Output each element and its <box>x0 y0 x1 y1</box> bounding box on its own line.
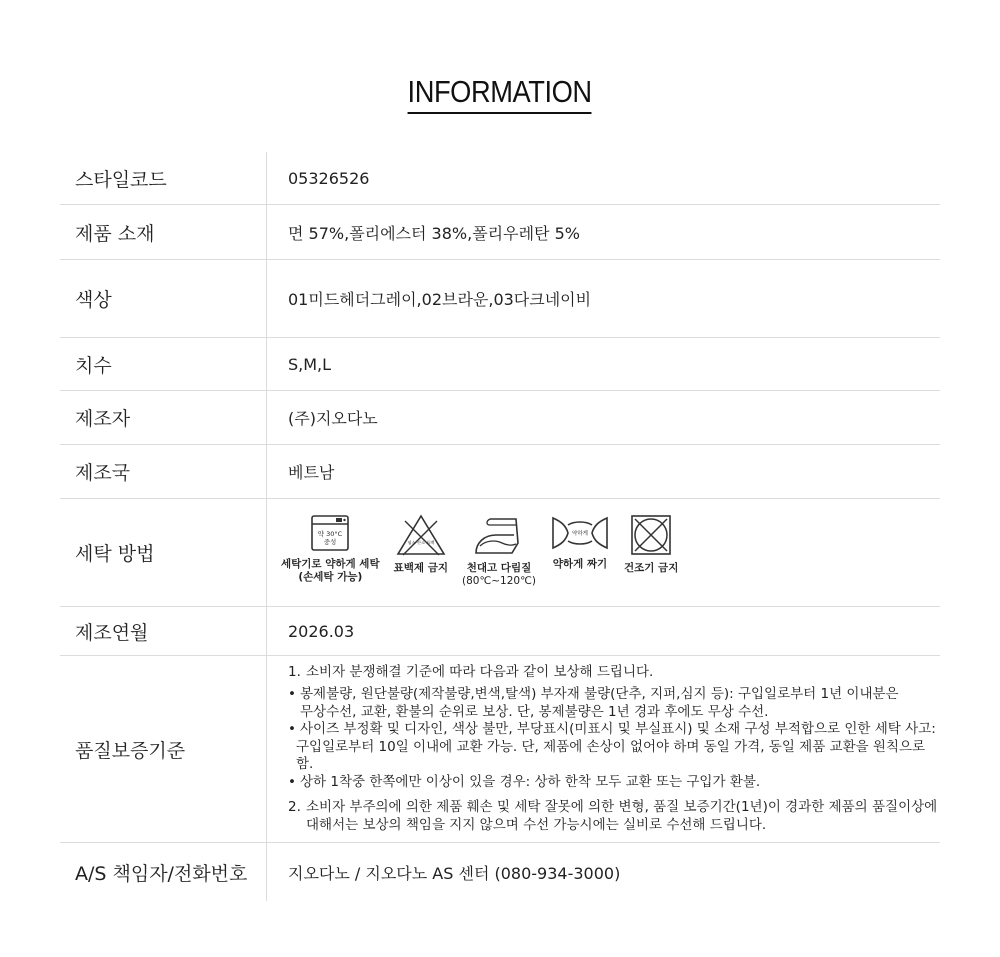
row-value: S,M,L <box>288 354 332 374</box>
quality-bullet <box>288 774 760 792</box>
row-label: 제조자 <box>60 391 267 444</box>
care-caption <box>553 558 607 571</box>
quality-item-number: 1. <box>288 663 301 680</box>
row-manufacture-date <box>60 607 940 656</box>
care-icons <box>267 499 940 606</box>
row-value: 01미드헤더그레이,02브라운,03다크네이비 <box>288 290 592 309</box>
row-color <box>60 260 940 338</box>
row-value: 베트남 <box>288 463 335 482</box>
quality-item-number: 2. <box>288 799 301 816</box>
page-title: INFORMATION <box>408 74 592 114</box>
care-item-bleach <box>394 513 448 575</box>
row-label: A/S 책임자/전화번호 <box>60 843 267 901</box>
care-caption-line: 천대고 다림질 <box>466 562 532 574</box>
row-material <box>60 205 940 260</box>
row-country <box>60 445 940 499</box>
hand-wash-icon <box>310 513 350 553</box>
quality-bullet-cont: 구입일로부터 10일 이내에 교환 가능. 단, 제품에 손상이 없어야 하며 동일 가격, 동일 제품 교환을 원칙으로 함. <box>296 738 926 773</box>
care-item-iron <box>462 513 536 588</box>
quality-text <box>267 656 940 842</box>
quality-bullet-text: 상하 1착중 한쪽에만 이상이 있을 경우: 상하 한착 모두 교환 또는 구입가 환불. <box>300 773 761 790</box>
row-value: 면 57%,폴리에스터 38%,폴리우레탄 5% <box>288 223 580 243</box>
bullet-mark: • <box>288 686 296 703</box>
row-label: 스타일코드 <box>60 152 267 204</box>
row-label: 제조국 <box>60 445 267 498</box>
bullet-mark: • <box>288 773 296 790</box>
quality-item-text: 소비자 부주의에 의한 제품 훼손 및 세탁 잘못에 의한 변형, 품질 보증기간(1년)이 경과한 제품의 품질이상에 <box>306 799 938 816</box>
row-as-contact <box>60 843 940 901</box>
wring-inner-text: 약하게 <box>571 531 588 537</box>
care-caption-line: 건조기 금지 <box>623 562 679 574</box>
iron-icon <box>472 513 526 557</box>
row-quality <box>60 656 940 843</box>
row-value: 지오다노 / 지오다노 AS 센터 (080-934-3000) <box>288 863 621 883</box>
info-table <box>60 152 940 901</box>
quality-bullet <box>288 721 936 739</box>
row-label: 제품 소재 <box>60 205 267 259</box>
quality-item-cont: 대해서는 보상의 책임을 지지 않으며 수선 가능시에는 실비로 수선해 드립니다. <box>306 816 767 833</box>
row-size <box>60 338 940 391</box>
bullet-mark: • <box>288 721 296 738</box>
row-label: 품질보증기준 <box>60 656 267 842</box>
no-tumble-dry-icon <box>629 513 673 557</box>
row-manufacturer <box>60 391 940 445</box>
quality-bullet-text: 사이즈 부정확 및 디자인, 색상 불만, 부당표시(미표시 및 부실표시) 및 소재 구성 부적합으로 인한 세탁 사고: <box>300 721 936 738</box>
row-value: 2026.03 <box>288 621 355 641</box>
row-label: 치수 <box>60 338 267 390</box>
wash-temp-text: 약 30°C <box>318 530 343 538</box>
quality-item <box>288 799 937 817</box>
care-caption <box>281 558 380 584</box>
quality-item-text: 소비자 분쟁해결 기준에 따라 다음과 같이 보상해 드립니다. <box>306 663 654 680</box>
wring-gently-icon <box>550 513 610 553</box>
quality-bullet-cont: 무상수선, 교환, 환불의 순위로 보상. 단, 봉제불량은 1년 경과 후에도 무상 수선. <box>300 703 769 720</box>
care-item-wring <box>550 513 610 571</box>
care-item-dryer <box>624 513 678 575</box>
care-caption-line: 표백제 금지 <box>393 562 448 574</box>
row-label: 색상 <box>60 260 267 337</box>
care-item-wash <box>281 513 380 584</box>
care-caption <box>394 562 448 575</box>
row-value: 05326526 <box>288 168 370 188</box>
row-style-code <box>60 152 940 205</box>
row-care <box>60 499 940 607</box>
care-caption-line: (80℃~120℃) <box>461 575 536 587</box>
no-bleach-icon <box>395 513 447 557</box>
page-title-wrap <box>0 74 1000 114</box>
bleach-inner-text: 염소·산소 표백 <box>407 540 435 545</box>
quality-item <box>288 664 653 682</box>
row-label: 세탁 방법 <box>60 499 267 606</box>
care-caption-line: (손세탁 가능) <box>298 571 363 583</box>
quality-bullet-text: 봉제불량, 원단불량(제작불량,변색,탈색) 부자재 불량(단추, 지퍼,심지 등): 구입일로부터 1년 이내분은 <box>300 686 899 703</box>
care-caption-line: 세탁기로 약하게 세탁 <box>281 558 380 570</box>
row-value: (주)지오다노 <box>288 409 378 428</box>
row-label: 제조연월 <box>60 607 267 655</box>
wash-detergent-text: 중성 <box>324 538 337 546</box>
care-caption-line: 약하게 짜기 <box>552 558 608 570</box>
quality-bullet <box>288 686 899 704</box>
care-caption <box>462 562 536 588</box>
care-caption <box>624 562 678 575</box>
